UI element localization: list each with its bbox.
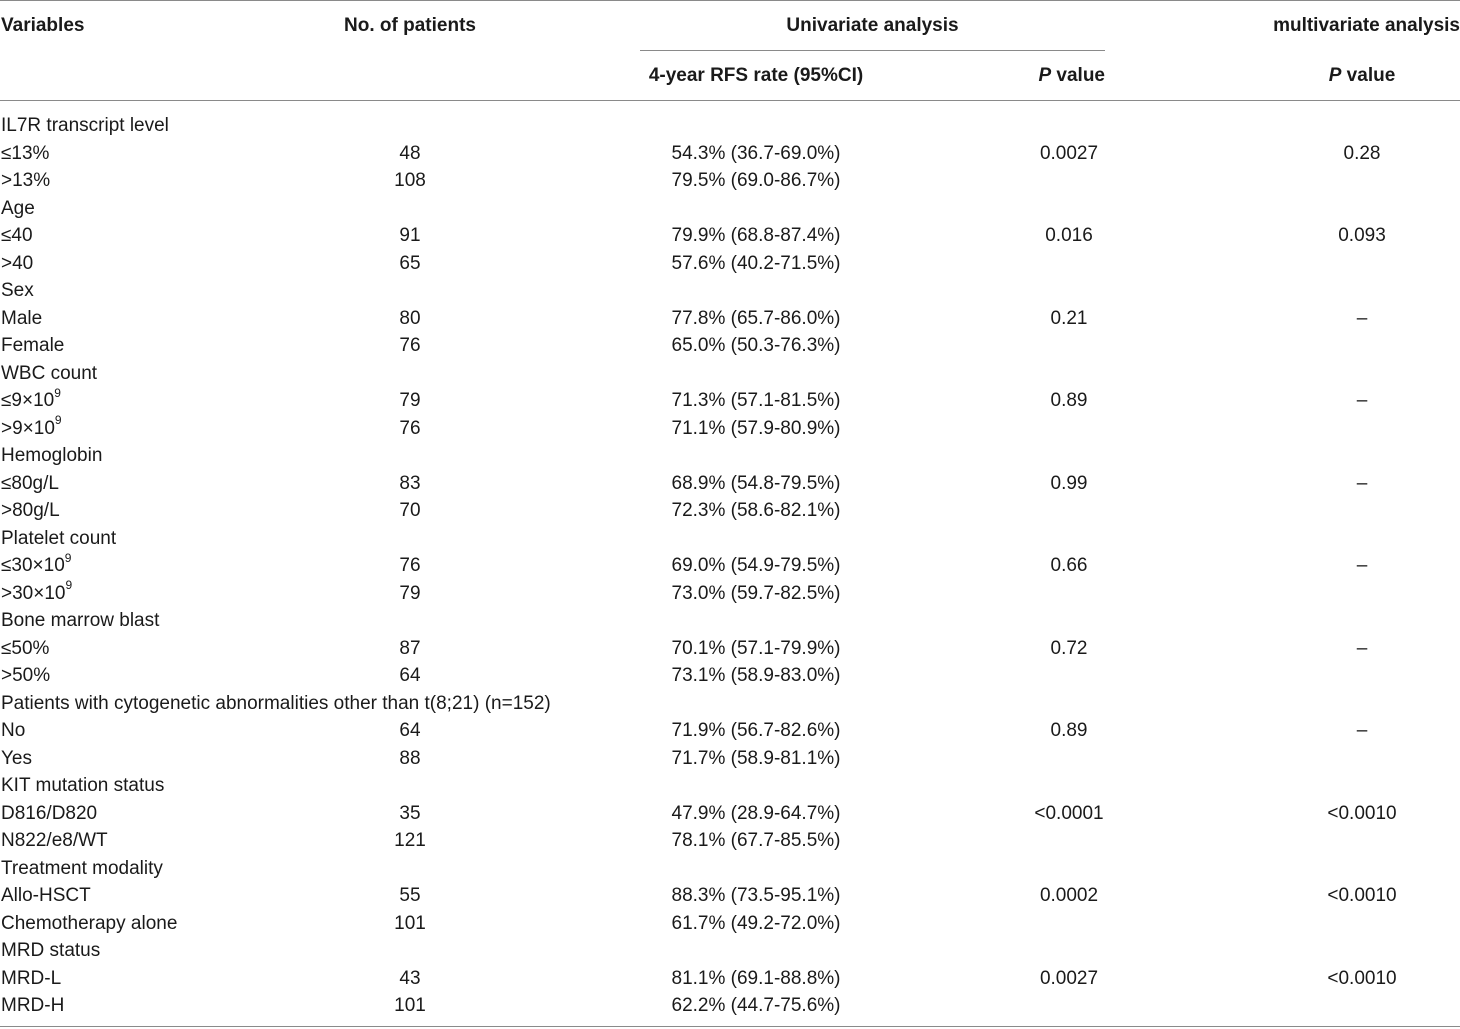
exponent: 9 bbox=[54, 413, 62, 428]
variable-label: >30×10 bbox=[1, 582, 66, 604]
rfs-cell: 78.1% (67.7-85.5%) bbox=[671, 830, 841, 851]
group-header-row bbox=[0, 525, 1460, 553]
variable-cell bbox=[1, 552, 71, 580]
rfs-cell: 81.1% (69.1-88.8%) bbox=[671, 967, 841, 989]
header-patients: No. of patients bbox=[344, 15, 476, 36]
variable-cell bbox=[1, 827, 108, 855]
variable-label: >13% bbox=[1, 170, 51, 191]
table-row bbox=[0, 882, 1460, 910]
group-label: Hemoglobin bbox=[1, 445, 103, 466]
table-row bbox=[0, 140, 1460, 168]
table-row bbox=[0, 965, 1460, 993]
group-label: Treatment modality bbox=[1, 857, 163, 879]
p-value-cell: 0.89 bbox=[1050, 720, 1088, 741]
patients-cell: 101 bbox=[394, 995, 426, 1016]
variable-cell bbox=[1, 250, 33, 278]
header-p-rest: value bbox=[1051, 65, 1105, 86]
multivariate-p-cell: – bbox=[1356, 307, 1368, 329]
table-row bbox=[0, 800, 1460, 828]
variable-cell bbox=[1, 965, 61, 993]
patients-cell: 91 bbox=[399, 225, 421, 246]
variable-label: Male bbox=[1, 307, 43, 329]
rfs-cell: 88.3% (73.5-95.1%) bbox=[671, 885, 841, 906]
univariate-rule bbox=[640, 50, 1105, 51]
table-row bbox=[0, 745, 1460, 773]
table-row bbox=[0, 387, 1460, 415]
header-p-value bbox=[1000, 64, 1105, 88]
variable-label: ≤80g/L bbox=[1, 472, 59, 494]
variable-cell bbox=[1, 662, 50, 690]
variable-label: No bbox=[1, 720, 26, 741]
variable-cell bbox=[1, 222, 33, 250]
p-value-cell: 0.0002 bbox=[1039, 885, 1099, 906]
rfs-cell: 79.5% (69.0-86.7%) bbox=[671, 170, 841, 191]
group-label: MRD status bbox=[1, 940, 101, 961]
variable-label: Female bbox=[1, 335, 65, 356]
group-header-row bbox=[0, 937, 1460, 965]
table-top-rule bbox=[0, 0, 1460, 1]
variable-cell bbox=[1, 167, 50, 195]
group-header-row bbox=[0, 112, 1460, 140]
rfs-cell: 54.3% (36.7-69.0%) bbox=[671, 142, 841, 164]
variable-cell bbox=[1, 800, 97, 828]
variable-label: >40 bbox=[1, 252, 34, 274]
group-header-row bbox=[0, 772, 1460, 800]
variable-cell bbox=[1, 415, 62, 443]
variable-label: ≤30×10 bbox=[1, 555, 65, 576]
variable-label: >9×10 bbox=[1, 417, 55, 439]
rfs-cell: 61.7% (49.2-72.0%) bbox=[671, 912, 841, 934]
patients-cell: 108 bbox=[394, 170, 426, 191]
header-multivariate-p-value bbox=[1302, 64, 1422, 88]
multivariate-p-cell: <0.0010 bbox=[1327, 967, 1397, 989]
table-row bbox=[0, 470, 1460, 498]
header-mp-italic: P bbox=[1328, 65, 1342, 86]
multivariate-p-cell: <0.0010 bbox=[1327, 885, 1397, 906]
variable-label: ≤9×10 bbox=[1, 390, 55, 411]
table-row bbox=[0, 662, 1460, 690]
p-value-cell: 0.21 bbox=[1050, 307, 1088, 329]
p-value-cell: 0.72 bbox=[1050, 637, 1088, 659]
variable-label: ≤13% bbox=[1, 142, 50, 164]
table-row bbox=[0, 910, 1460, 938]
multivariate-p-cell: – bbox=[1356, 637, 1368, 659]
p-value-cell: 0.0027 bbox=[1039, 967, 1099, 989]
group-label: Sex bbox=[1, 280, 34, 301]
multivariate-p-cell: – bbox=[1356, 472, 1368, 494]
variable-label: ≤50% bbox=[1, 637, 50, 659]
variable-cell bbox=[1, 635, 49, 663]
table-row bbox=[0, 552, 1460, 580]
header-univariate: Univariate analysis bbox=[786, 15, 959, 36]
table-row bbox=[0, 580, 1460, 608]
rfs-cell: 62.2% (44.7-75.6%) bbox=[671, 995, 841, 1016]
rfs-cell: 71.3% (57.1-81.5%) bbox=[671, 390, 841, 411]
patients-cell: 121 bbox=[394, 830, 426, 851]
patients-cell: 88 bbox=[399, 747, 421, 769]
rfs-cell: 69.0% (54.9-79.5%) bbox=[671, 555, 841, 576]
group-header-row bbox=[0, 195, 1460, 223]
table-bottom-rule bbox=[0, 1026, 1460, 1027]
p-value-cell: 0.016 bbox=[1045, 225, 1093, 246]
rfs-cell: 68.9% (54.8-79.5%) bbox=[671, 472, 841, 494]
group-label: WBC count bbox=[1, 362, 98, 384]
group-header-row bbox=[0, 442, 1460, 470]
patients-cell: 48 bbox=[399, 142, 421, 164]
variable-label: Yes bbox=[1, 747, 32, 769]
variable-label: ≤40 bbox=[1, 225, 33, 246]
patients-cell: 101 bbox=[394, 912, 426, 934]
rfs-cell: 71.1% (57.9-80.9%) bbox=[671, 417, 841, 439]
variable-cell bbox=[1, 717, 25, 745]
variable-cell bbox=[1, 497, 60, 525]
group-header-row bbox=[0, 855, 1460, 883]
variable-label: MRD-H bbox=[1, 995, 65, 1016]
p-value-cell: 0.66 bbox=[1050, 555, 1088, 576]
patients-cell: 43 bbox=[399, 967, 421, 989]
group-label: Patients with cytogenetic abnormalities other than t(8;21) (n=152) bbox=[1, 692, 551, 714]
header-rule bbox=[0, 100, 1460, 101]
header-variables: Variables bbox=[1, 15, 85, 36]
group-header-row bbox=[0, 607, 1460, 635]
patients-cell: 76 bbox=[399, 555, 421, 576]
rfs-cell: 71.7% (58.9-81.1%) bbox=[671, 747, 841, 769]
variable-cell bbox=[1, 992, 64, 1020]
patients-cell: 79 bbox=[399, 582, 421, 604]
header-multivariate: multivariate analysis bbox=[1273, 15, 1460, 36]
variable-label: MRD-L bbox=[1, 967, 62, 989]
header-p-italic: P bbox=[1038, 65, 1052, 86]
rfs-cell: 47.9% (28.9-64.7%) bbox=[671, 802, 841, 824]
patients-cell: 76 bbox=[399, 417, 421, 439]
variable-label: D816/D820 bbox=[1, 802, 98, 824]
rfs-cell: 71.9% (56.7-82.6%) bbox=[671, 720, 841, 741]
exponent: 9 bbox=[54, 385, 61, 400]
variable-cell bbox=[1, 332, 64, 360]
patients-cell: 80 bbox=[399, 307, 421, 329]
patients-cell: 79 bbox=[399, 390, 421, 411]
group-label: IL7R transcript level bbox=[1, 115, 169, 136]
p-value-cell: 0.89 bbox=[1050, 390, 1088, 411]
group-header-row bbox=[0, 690, 1460, 718]
variable-cell bbox=[1, 882, 91, 910]
header-mp-rest: value bbox=[1341, 65, 1396, 86]
table-row bbox=[0, 717, 1460, 745]
p-value-cell: <0.0001 bbox=[1034, 802, 1104, 824]
group-label: KIT mutation status bbox=[1, 775, 165, 796]
multivariate-p-cell: 0.093 bbox=[1338, 225, 1386, 246]
patients-cell: 76 bbox=[399, 335, 421, 356]
table-row bbox=[0, 497, 1460, 525]
exponent: 9 bbox=[64, 550, 72, 565]
table-row bbox=[0, 305, 1460, 333]
variable-cell bbox=[1, 745, 32, 773]
rfs-cell: 77.8% (65.7-86.0%) bbox=[671, 307, 841, 329]
p-value-cell: 0.0027 bbox=[1039, 142, 1099, 164]
rfs-cell: 73.0% (59.7-82.5%) bbox=[671, 582, 841, 604]
variable-label: >80g/L bbox=[1, 500, 60, 521]
variable-cell bbox=[1, 140, 49, 168]
table-row bbox=[0, 250, 1460, 278]
rfs-cell: 79.9% (68.8-87.4%) bbox=[671, 225, 841, 246]
group-label: Bone marrow blast bbox=[1, 610, 160, 631]
patients-cell: 83 bbox=[399, 472, 421, 494]
exponent: 9 bbox=[65, 578, 73, 593]
group-header-row bbox=[0, 360, 1460, 388]
patients-cell: 65 bbox=[399, 252, 421, 274]
variable-cell bbox=[1, 387, 61, 415]
patients-cell: 70 bbox=[399, 500, 421, 521]
table-row bbox=[0, 167, 1460, 195]
rfs-cell: 70.1% (57.1-79.9%) bbox=[671, 637, 841, 659]
patients-cell: 64 bbox=[399, 720, 421, 741]
table-row bbox=[0, 415, 1460, 443]
group-label: Platelet count bbox=[1, 527, 117, 549]
patients-cell: 35 bbox=[399, 802, 421, 824]
table-row bbox=[0, 222, 1460, 250]
multivariate-p-cell: <0.0010 bbox=[1327, 802, 1397, 824]
variable-label: N822/e8/WT bbox=[1, 830, 108, 851]
multivariate-p-cell: – bbox=[1356, 720, 1368, 741]
patients-cell: 87 bbox=[399, 637, 421, 659]
group-label: Age bbox=[1, 197, 35, 219]
rfs-cell: 57.6% (40.2-71.5%) bbox=[671, 252, 841, 274]
rfs-cell: 65.0% (50.3-76.3%) bbox=[671, 335, 841, 356]
rfs-cell: 73.1% (58.9-83.0%) bbox=[671, 665, 841, 686]
variable-cell bbox=[1, 910, 177, 938]
multivariate-p-cell: – bbox=[1356, 555, 1368, 576]
table-row bbox=[0, 332, 1460, 360]
multivariate-p-cell: – bbox=[1356, 390, 1368, 411]
variable-label: Allo-HSCT bbox=[1, 885, 91, 906]
table-row bbox=[0, 827, 1460, 855]
variable-cell bbox=[1, 580, 72, 608]
table-row bbox=[0, 635, 1460, 663]
patients-cell: 64 bbox=[399, 665, 421, 686]
variable-label: >50% bbox=[1, 665, 51, 686]
table-body bbox=[0, 112, 1460, 1020]
group-header-row bbox=[0, 277, 1460, 305]
rfs-cell: 72.3% (58.6-82.1%) bbox=[671, 500, 841, 521]
multivariate-p-cell: 0.28 bbox=[1343, 142, 1381, 164]
variable-label: Chemotherapy alone bbox=[1, 912, 178, 934]
variable-cell bbox=[1, 470, 59, 498]
header-rfs: 4-year RFS rate (95%CI) bbox=[648, 65, 864, 86]
p-value-cell: 0.99 bbox=[1050, 472, 1088, 494]
variable-cell bbox=[1, 305, 42, 333]
patients-cell: 55 bbox=[399, 885, 421, 906]
table-row bbox=[0, 992, 1460, 1020]
